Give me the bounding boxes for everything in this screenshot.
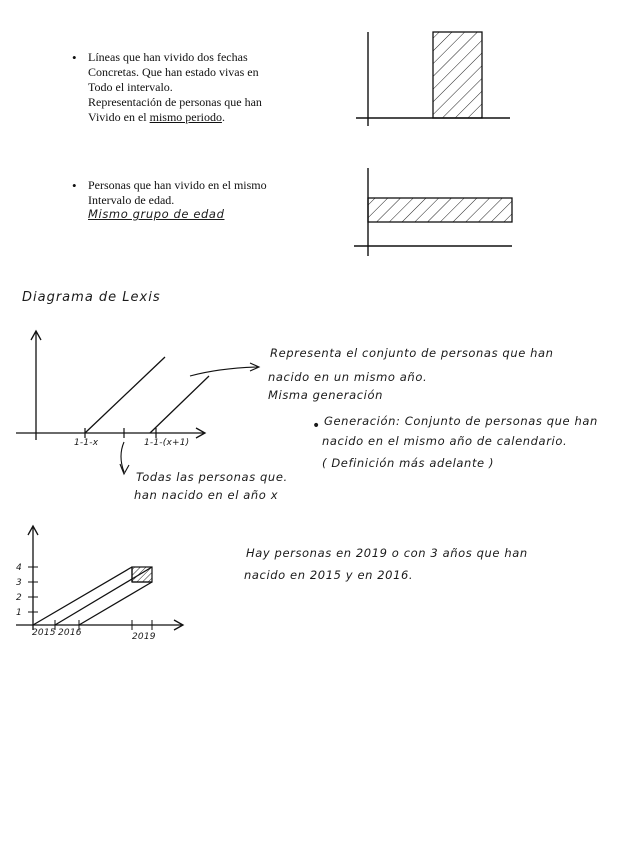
hatched-horizontal-band	[368, 198, 512, 222]
example-y-tick: 2	[16, 593, 22, 603]
hatched-vertical-band	[433, 32, 482, 118]
lexis-annotation-line: nacido en un mismo año.	[268, 370, 428, 384]
lifeline-1	[85, 357, 165, 433]
section1-last-prefix: Vivido en el	[88, 110, 150, 124]
example-x-tick: 2016	[58, 628, 82, 638]
section1-line: Líneas que han vivido dos fechas	[88, 50, 248, 64]
generation-line: Generación: Conjunto de personas que han	[324, 414, 598, 428]
example-y-tick: 4	[16, 563, 22, 573]
example-x-tick: 2019	[132, 632, 156, 642]
bullet-dot: •	[312, 418, 321, 434]
example-note: Hay personas en 2019 o con 3 años que han	[246, 546, 528, 560]
example-y-tick: 1	[16, 608, 22, 618]
section1-line: Concretas. Que han estado vivas en	[88, 65, 259, 79]
section1-last-suffix: .	[221, 110, 225, 124]
section1-line: Representación de personas que han	[88, 95, 262, 109]
underlined-mismo-periodo: mismo periodo	[149, 110, 222, 124]
section1-line: Todo el intervalo.	[88, 80, 173, 94]
lexis-annotation-sub: Misma generación	[268, 388, 383, 402]
lexis-title: Diagrama de Lexis	[22, 290, 161, 305]
diagram-mismo-periodo	[356, 32, 510, 126]
handwritten-mismo-grupo-de-edad: Mismo grupo de edad	[88, 207, 225, 221]
bullet-dot: •	[72, 178, 77, 193]
example-diagram	[16, 526, 183, 630]
lifeline-2	[150, 376, 209, 433]
lexis-bottom-annotation: han nacido en el año x	[134, 488, 279, 502]
lexis-diagram	[16, 331, 259, 474]
lexis-bottom-annotation: Todas las personas que.	[136, 470, 288, 484]
diagram-mismo-grupo-edad	[354, 168, 512, 256]
example-note: nacido en 2015 y en 2016.	[244, 568, 414, 582]
generation-line: ( Definición más adelante )	[322, 456, 495, 470]
example-x-tick: 2015	[32, 628, 56, 638]
lexis-annotation-line: Representa el conjunto de personas que han	[270, 346, 554, 360]
hatched-square	[132, 567, 152, 582]
section2-line: Personas que han vivido en el mismo	[88, 178, 267, 192]
generation-line: nacido en el mismo año de calendario.	[322, 434, 568, 448]
section2-line: Intervalo de edad.	[88, 193, 175, 207]
lexis-tick-2: 1-1-(x+1)	[144, 438, 190, 448]
example-y-tick: 3	[16, 578, 22, 588]
bullet-dot: •	[72, 50, 77, 65]
lexis-tick-1: 1-1-x	[74, 438, 99, 448]
